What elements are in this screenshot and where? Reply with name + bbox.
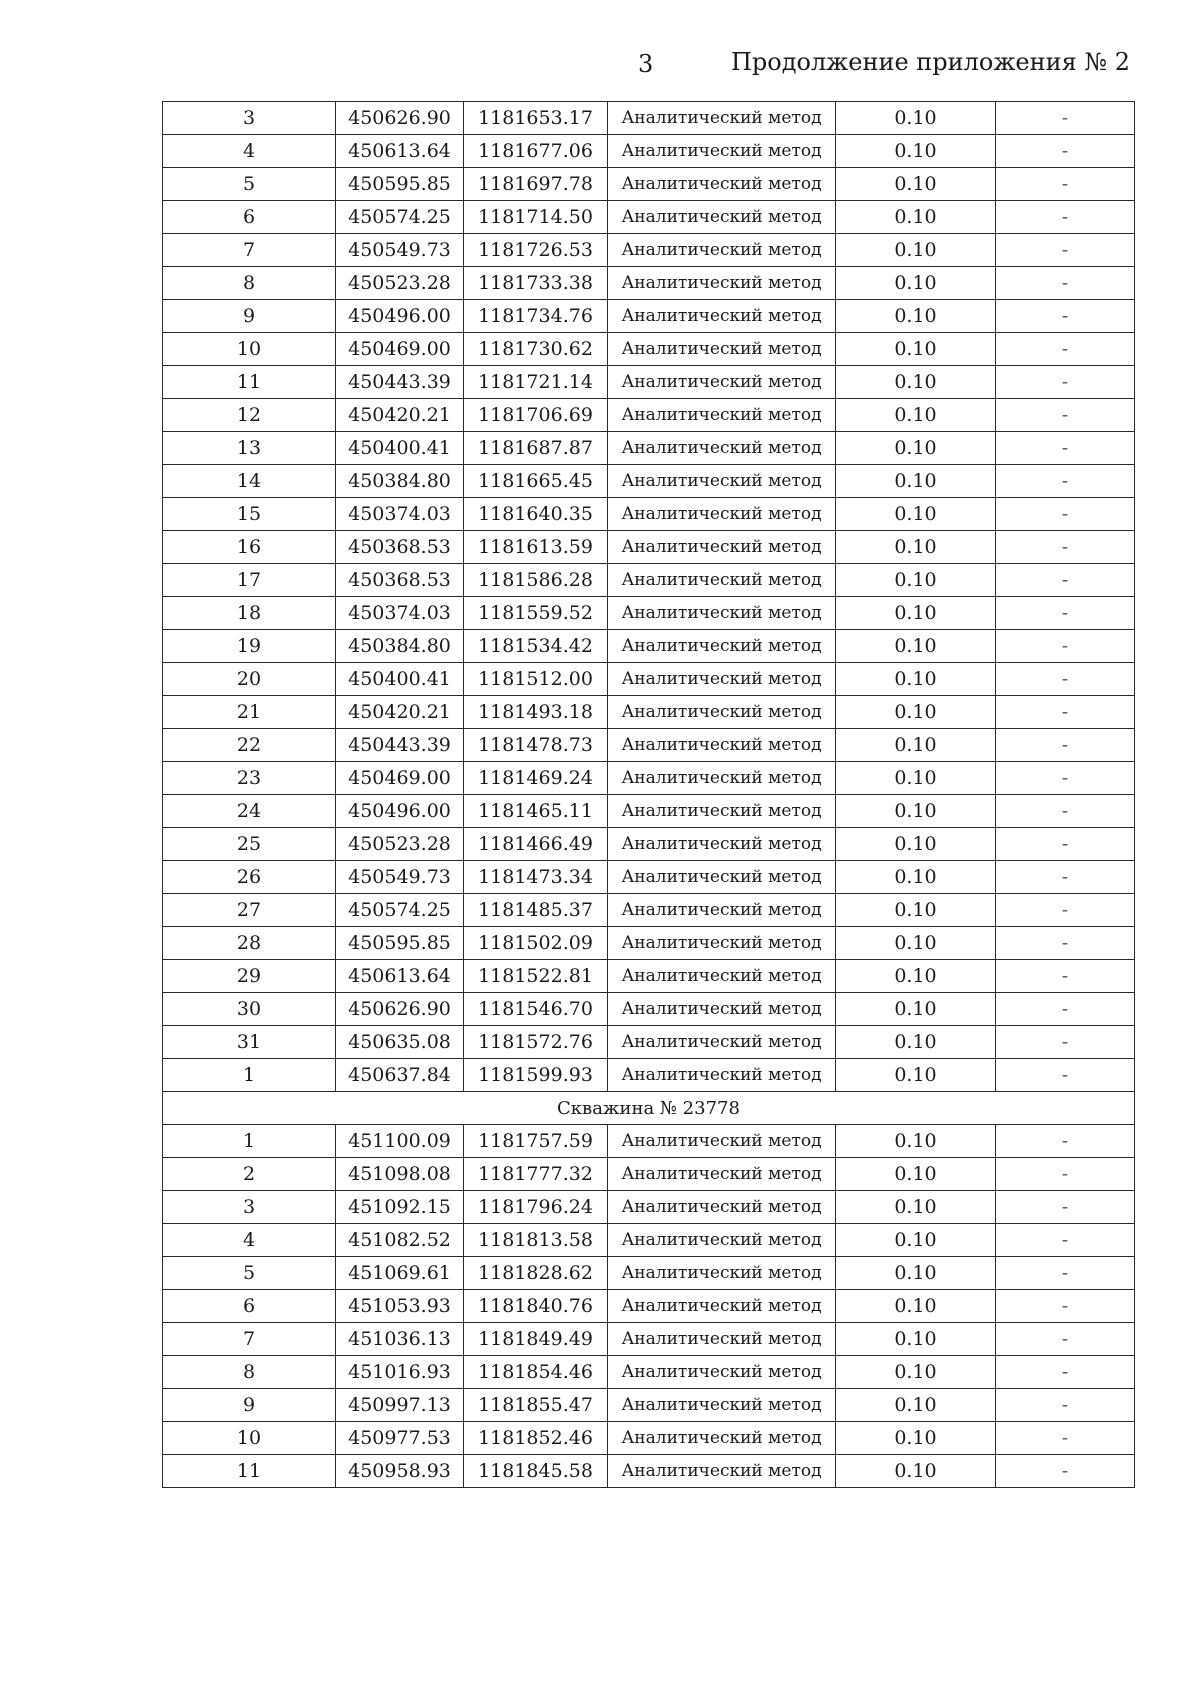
y-coordinate-cell: 1181465.11 (464, 795, 608, 828)
x-coordinate-cell: 450549.73 (336, 861, 464, 894)
note-cell: - (996, 531, 1135, 564)
x-coordinate-cell: 450523.28 (336, 828, 464, 861)
note-cell: - (996, 432, 1135, 465)
point-number-cell: 2 (163, 1158, 336, 1191)
y-coordinate-cell: 1181522.81 (464, 960, 608, 993)
table-row (163, 1323, 1135, 1356)
y-coordinate-cell: 1181777.32 (464, 1158, 608, 1191)
accuracy-cell: 0.10 (836, 927, 996, 960)
table-row (163, 960, 1135, 993)
point-number-cell: 28 (163, 927, 336, 960)
point-number-cell: 8 (163, 267, 336, 300)
y-coordinate-cell: 1181687.87 (464, 432, 608, 465)
accuracy-cell: 0.10 (836, 894, 996, 927)
x-coordinate-cell: 451082.52 (336, 1224, 464, 1257)
point-number-cell: 17 (163, 564, 336, 597)
x-coordinate-cell: 450496.00 (336, 795, 464, 828)
x-coordinate-cell: 450549.73 (336, 234, 464, 267)
note-cell: - (996, 960, 1135, 993)
accuracy-cell: 0.10 (836, 729, 996, 762)
method-cell: Аналитический метод (608, 498, 836, 531)
x-coordinate-cell: 450997.13 (336, 1389, 464, 1422)
y-coordinate-cell: 1181757.59 (464, 1125, 608, 1158)
note-cell: - (996, 729, 1135, 762)
point-number-cell: 18 (163, 597, 336, 630)
accuracy-cell: 0.10 (836, 1389, 996, 1422)
note-cell: - (996, 597, 1135, 630)
x-coordinate-cell: 451069.61 (336, 1257, 464, 1290)
point-number-cell: 14 (163, 465, 336, 498)
x-coordinate-cell: 450400.41 (336, 432, 464, 465)
note-cell: - (996, 1323, 1135, 1356)
y-coordinate-cell: 1181840.76 (464, 1290, 608, 1323)
point-number-cell: 30 (163, 993, 336, 1026)
point-number-cell: 13 (163, 432, 336, 465)
y-coordinate-cell: 1181613.59 (464, 531, 608, 564)
x-coordinate-cell: 451053.93 (336, 1290, 464, 1323)
point-number-cell: 16 (163, 531, 336, 564)
method-cell: Аналитический метод (608, 1191, 836, 1224)
note-cell: - (996, 399, 1135, 432)
note-cell: - (996, 1224, 1135, 1257)
y-coordinate-cell: 1181586.28 (464, 564, 608, 597)
method-cell: Аналитический метод (608, 399, 836, 432)
point-number-cell: 22 (163, 729, 336, 762)
x-coordinate-cell: 450374.03 (336, 498, 464, 531)
table-row (163, 1158, 1135, 1191)
x-coordinate-cell: 450400.41 (336, 663, 464, 696)
accuracy-cell: 0.10 (836, 1224, 996, 1257)
method-cell: Аналитический метод (608, 234, 836, 267)
page-header (0, 42, 1200, 82)
table-row (163, 861, 1135, 894)
accuracy-cell: 0.10 (836, 1356, 996, 1389)
table-row (163, 696, 1135, 729)
method-cell: Аналитический метод (608, 828, 836, 861)
table-row (163, 795, 1135, 828)
point-number-cell: 10 (163, 333, 336, 366)
y-coordinate-cell: 1181485.37 (464, 894, 608, 927)
y-coordinate-cell: 1181665.45 (464, 465, 608, 498)
table-row (163, 828, 1135, 861)
y-coordinate-cell: 1181849.49 (464, 1323, 608, 1356)
method-cell: Аналитический метод (608, 1455, 836, 1488)
table-row (163, 135, 1135, 168)
note-cell: - (996, 234, 1135, 267)
y-coordinate-cell: 1181796.24 (464, 1191, 608, 1224)
note-cell: - (996, 663, 1135, 696)
x-coordinate-cell: 450626.90 (336, 993, 464, 1026)
accuracy-cell: 0.10 (836, 828, 996, 861)
y-coordinate-cell: 1181677.06 (464, 135, 608, 168)
x-coordinate-cell: 450613.64 (336, 960, 464, 993)
accuracy-cell: 0.10 (836, 960, 996, 993)
note-cell: - (996, 762, 1135, 795)
table-row (163, 399, 1135, 432)
point-number-cell: 15 (163, 498, 336, 531)
table-row (163, 564, 1135, 597)
accuracy-cell: 0.10 (836, 234, 996, 267)
point-number-cell: 5 (163, 168, 336, 201)
coordinates-table (162, 101, 1135, 1488)
note-cell: - (996, 267, 1135, 300)
y-coordinate-cell: 1181854.46 (464, 1356, 608, 1389)
x-coordinate-cell: 451100.09 (336, 1125, 464, 1158)
method-cell: Аналитический метод (608, 366, 836, 399)
method-cell: Аналитический метод (608, 696, 836, 729)
point-number-cell: 6 (163, 1290, 336, 1323)
accuracy-cell: 0.10 (836, 498, 996, 531)
point-number-cell: 1 (163, 1125, 336, 1158)
note-cell: - (996, 1257, 1135, 1290)
x-coordinate-cell: 451098.08 (336, 1158, 464, 1191)
note-cell: - (996, 1455, 1135, 1488)
note-cell: - (996, 1389, 1135, 1422)
note-cell: - (996, 1026, 1135, 1059)
x-coordinate-cell: 450469.00 (336, 762, 464, 795)
y-coordinate-cell: 1181599.93 (464, 1059, 608, 1092)
point-number-cell: 6 (163, 201, 336, 234)
note-cell: - (996, 696, 1135, 729)
x-coordinate-cell: 450637.84 (336, 1059, 464, 1092)
y-coordinate-cell: 1181852.46 (464, 1422, 608, 1455)
method-cell: Аналитический метод (608, 432, 836, 465)
note-cell: - (996, 333, 1135, 366)
accuracy-cell: 0.10 (836, 366, 996, 399)
method-cell: Аналитический метод (608, 960, 836, 993)
accuracy-cell: 0.10 (836, 762, 996, 795)
table-row (163, 1059, 1135, 1092)
table-row (163, 1257, 1135, 1290)
note-cell: - (996, 927, 1135, 960)
accuracy-cell: 0.10 (836, 531, 996, 564)
point-number-cell: 8 (163, 1356, 336, 1389)
method-cell: Аналитический метод (608, 1026, 836, 1059)
method-cell: Аналитический метод (608, 1224, 836, 1257)
method-cell: Аналитический метод (608, 1422, 836, 1455)
method-cell: Аналитический метод (608, 531, 836, 564)
accuracy-cell: 0.10 (836, 1323, 996, 1356)
table-row (163, 531, 1135, 564)
point-number-cell: 4 (163, 1224, 336, 1257)
table-row (163, 333, 1135, 366)
y-coordinate-cell: 1181493.18 (464, 696, 608, 729)
note-cell: - (996, 861, 1135, 894)
y-coordinate-cell: 1181469.24 (464, 762, 608, 795)
point-number-cell: 31 (163, 1026, 336, 1059)
point-number-cell: 3 (163, 1191, 336, 1224)
point-number-cell: 11 (163, 1455, 336, 1488)
method-cell: Аналитический метод (608, 993, 836, 1026)
y-coordinate-cell: 1181572.76 (464, 1026, 608, 1059)
method-cell: Аналитический метод (608, 927, 836, 960)
table-row (163, 663, 1135, 696)
note-cell: - (996, 1356, 1135, 1389)
accuracy-cell: 0.10 (836, 993, 996, 1026)
table-row (163, 498, 1135, 531)
method-cell: Аналитический метод (608, 333, 836, 366)
x-coordinate-cell: 450368.53 (336, 564, 464, 597)
accuracy-cell: 0.10 (836, 1257, 996, 1290)
section-title: Скважина № 23778 (163, 1092, 1135, 1125)
method-cell: Аналитический метод (608, 300, 836, 333)
accuracy-cell: 0.10 (836, 399, 996, 432)
y-coordinate-cell: 1181473.34 (464, 861, 608, 894)
y-coordinate-cell: 1181697.78 (464, 168, 608, 201)
x-coordinate-cell: 450420.21 (336, 696, 464, 729)
point-number-cell: 4 (163, 135, 336, 168)
accuracy-cell: 0.10 (836, 861, 996, 894)
point-number-cell: 7 (163, 234, 336, 267)
method-cell: Аналитический метод (608, 102, 836, 135)
point-number-cell: 10 (163, 1422, 336, 1455)
note-cell: - (996, 1290, 1135, 1323)
point-number-cell: 21 (163, 696, 336, 729)
coordinates-table-body (163, 102, 1135, 1488)
method-cell: Аналитический метод (608, 1257, 836, 1290)
x-coordinate-cell: 450384.80 (336, 630, 464, 663)
table-row (163, 1389, 1135, 1422)
x-coordinate-cell: 450368.53 (336, 531, 464, 564)
note-cell: - (996, 465, 1135, 498)
x-coordinate-cell: 450595.85 (336, 168, 464, 201)
point-number-cell: 3 (163, 102, 336, 135)
accuracy-cell: 0.10 (836, 333, 996, 366)
y-coordinate-cell: 1181706.69 (464, 399, 608, 432)
x-coordinate-cell: 450443.39 (336, 366, 464, 399)
accuracy-cell: 0.10 (836, 597, 996, 630)
y-coordinate-cell: 1181734.76 (464, 300, 608, 333)
accuracy-cell: 0.10 (836, 201, 996, 234)
note-cell: - (996, 102, 1135, 135)
table-row (163, 597, 1135, 630)
method-cell: Аналитический метод (608, 1323, 836, 1356)
note-cell: - (996, 1158, 1135, 1191)
point-number-cell: 9 (163, 300, 336, 333)
table-row (163, 927, 1135, 960)
y-coordinate-cell: 1181813.58 (464, 1224, 608, 1257)
accuracy-cell: 0.10 (836, 1026, 996, 1059)
note-cell: - (996, 630, 1135, 663)
point-number-cell: 25 (163, 828, 336, 861)
x-coordinate-cell: 450613.64 (336, 135, 464, 168)
point-number-cell: 7 (163, 1323, 336, 1356)
x-coordinate-cell: 450958.93 (336, 1455, 464, 1488)
point-number-cell: 9 (163, 1389, 336, 1422)
method-cell: Аналитический метод (608, 135, 836, 168)
method-cell: Аналитический метод (608, 762, 836, 795)
y-coordinate-cell: 1181653.17 (464, 102, 608, 135)
table-row (163, 630, 1135, 663)
method-cell: Аналитический метод (608, 795, 836, 828)
y-coordinate-cell: 1181730.62 (464, 333, 608, 366)
note-cell: - (996, 993, 1135, 1026)
table-row (163, 1026, 1135, 1059)
y-coordinate-cell: 1181478.73 (464, 729, 608, 762)
y-coordinate-cell: 1181534.42 (464, 630, 608, 663)
x-coordinate-cell: 450469.00 (336, 333, 464, 366)
x-coordinate-cell: 450595.85 (336, 927, 464, 960)
method-cell: Аналитический метод (608, 1059, 836, 1092)
table-row (163, 168, 1135, 201)
point-number-cell: 23 (163, 762, 336, 795)
y-coordinate-cell: 1181714.50 (464, 201, 608, 234)
method-cell: Аналитический метод (608, 729, 836, 762)
point-number-cell: 11 (163, 366, 336, 399)
method-cell: Аналитический метод (608, 894, 836, 927)
x-coordinate-cell: 450496.00 (336, 300, 464, 333)
accuracy-cell: 0.10 (836, 465, 996, 498)
method-cell: Аналитический метод (608, 564, 836, 597)
page-number: 3 (638, 50, 654, 78)
y-coordinate-cell: 1181512.00 (464, 663, 608, 696)
x-coordinate-cell: 451036.13 (336, 1323, 464, 1356)
section-row (163, 1092, 1135, 1125)
method-cell: Аналитический метод (608, 663, 836, 696)
point-number-cell: 5 (163, 1257, 336, 1290)
table-row (163, 1455, 1135, 1488)
note-cell: - (996, 168, 1135, 201)
method-cell: Аналитический метод (608, 861, 836, 894)
x-coordinate-cell: 450420.21 (336, 399, 464, 432)
point-number-cell: 19 (163, 630, 336, 663)
accuracy-cell: 0.10 (836, 1290, 996, 1323)
table-row (163, 366, 1135, 399)
note-cell: - (996, 564, 1135, 597)
appendix-continuation-title: Продолжение приложения № 2 (730, 48, 1130, 76)
x-coordinate-cell: 450977.53 (336, 1422, 464, 1455)
y-coordinate-cell: 1181466.49 (464, 828, 608, 861)
x-coordinate-cell: 450523.28 (336, 267, 464, 300)
table-row (163, 465, 1135, 498)
note-cell: - (996, 828, 1135, 861)
method-cell: Аналитический метод (608, 1125, 836, 1158)
method-cell: Аналитический метод (608, 1158, 836, 1191)
method-cell: Аналитический метод (608, 465, 836, 498)
note-cell: - (996, 300, 1135, 333)
y-coordinate-cell: 1181845.58 (464, 1455, 608, 1488)
y-coordinate-cell: 1181828.62 (464, 1257, 608, 1290)
note-cell: - (996, 135, 1135, 168)
note-cell: - (996, 366, 1135, 399)
table-row (163, 993, 1135, 1026)
accuracy-cell: 0.10 (836, 696, 996, 729)
point-number-cell: 29 (163, 960, 336, 993)
table-row (163, 1125, 1135, 1158)
note-cell: - (996, 201, 1135, 234)
point-number-cell: 26 (163, 861, 336, 894)
accuracy-cell: 0.10 (836, 795, 996, 828)
method-cell: Аналитический метод (608, 168, 836, 201)
point-number-cell: 27 (163, 894, 336, 927)
table-row (163, 1191, 1135, 1224)
accuracy-cell: 0.10 (836, 1125, 996, 1158)
note-cell: - (996, 1125, 1135, 1158)
accuracy-cell: 0.10 (836, 300, 996, 333)
table-row (163, 1290, 1135, 1323)
x-coordinate-cell: 451016.93 (336, 1356, 464, 1389)
x-coordinate-cell: 451092.15 (336, 1191, 464, 1224)
table-row (163, 432, 1135, 465)
y-coordinate-cell: 1181559.52 (464, 597, 608, 630)
point-number-cell: 12 (163, 399, 336, 432)
y-coordinate-cell: 1181726.53 (464, 234, 608, 267)
note-cell: - (996, 498, 1135, 531)
x-coordinate-cell: 450574.25 (336, 894, 464, 927)
table-row (163, 729, 1135, 762)
accuracy-cell: 0.10 (836, 102, 996, 135)
accuracy-cell: 0.10 (836, 663, 996, 696)
y-coordinate-cell: 1181733.38 (464, 267, 608, 300)
y-coordinate-cell: 1181546.70 (464, 993, 608, 1026)
method-cell: Аналитический метод (608, 201, 836, 234)
table-row (163, 1422, 1135, 1455)
accuracy-cell: 0.10 (836, 564, 996, 597)
note-cell: - (996, 1059, 1135, 1092)
table-row (163, 894, 1135, 927)
accuracy-cell: 0.10 (836, 135, 996, 168)
point-number-cell: 20 (163, 663, 336, 696)
accuracy-cell: 0.10 (836, 630, 996, 663)
accuracy-cell: 0.10 (836, 1455, 996, 1488)
y-coordinate-cell: 1181502.09 (464, 927, 608, 960)
table-row (163, 102, 1135, 135)
note-cell: - (996, 1422, 1135, 1455)
accuracy-cell: 0.10 (836, 267, 996, 300)
method-cell: Аналитический метод (608, 630, 836, 663)
method-cell: Аналитический метод (608, 1389, 836, 1422)
y-coordinate-cell: 1181640.35 (464, 498, 608, 531)
point-number-cell: 1 (163, 1059, 336, 1092)
method-cell: Аналитический метод (608, 597, 836, 630)
table-row (163, 300, 1135, 333)
note-cell: - (996, 1191, 1135, 1224)
method-cell: Аналитический метод (608, 267, 836, 300)
accuracy-cell: 0.10 (836, 168, 996, 201)
x-coordinate-cell: 450384.80 (336, 465, 464, 498)
accuracy-cell: 0.10 (836, 1422, 996, 1455)
x-coordinate-cell: 450635.08 (336, 1026, 464, 1059)
accuracy-cell: 0.10 (836, 1158, 996, 1191)
table-row (163, 201, 1135, 234)
point-number-cell: 24 (163, 795, 336, 828)
accuracy-cell: 0.10 (836, 1191, 996, 1224)
table-row (163, 1356, 1135, 1389)
method-cell: Аналитический метод (608, 1356, 836, 1389)
x-coordinate-cell: 450443.39 (336, 729, 464, 762)
x-coordinate-cell: 450626.90 (336, 102, 464, 135)
table-row (163, 1224, 1135, 1257)
table-row (163, 762, 1135, 795)
note-cell: - (996, 795, 1135, 828)
accuracy-cell: 0.10 (836, 432, 996, 465)
accuracy-cell: 0.10 (836, 1059, 996, 1092)
method-cell: Аналитический метод (608, 1290, 836, 1323)
table-row (163, 234, 1135, 267)
y-coordinate-cell: 1181721.14 (464, 366, 608, 399)
y-coordinate-cell: 1181855.47 (464, 1389, 608, 1422)
note-cell: - (996, 894, 1135, 927)
table-row (163, 267, 1135, 300)
x-coordinate-cell: 450574.25 (336, 201, 464, 234)
x-coordinate-cell: 450374.03 (336, 597, 464, 630)
